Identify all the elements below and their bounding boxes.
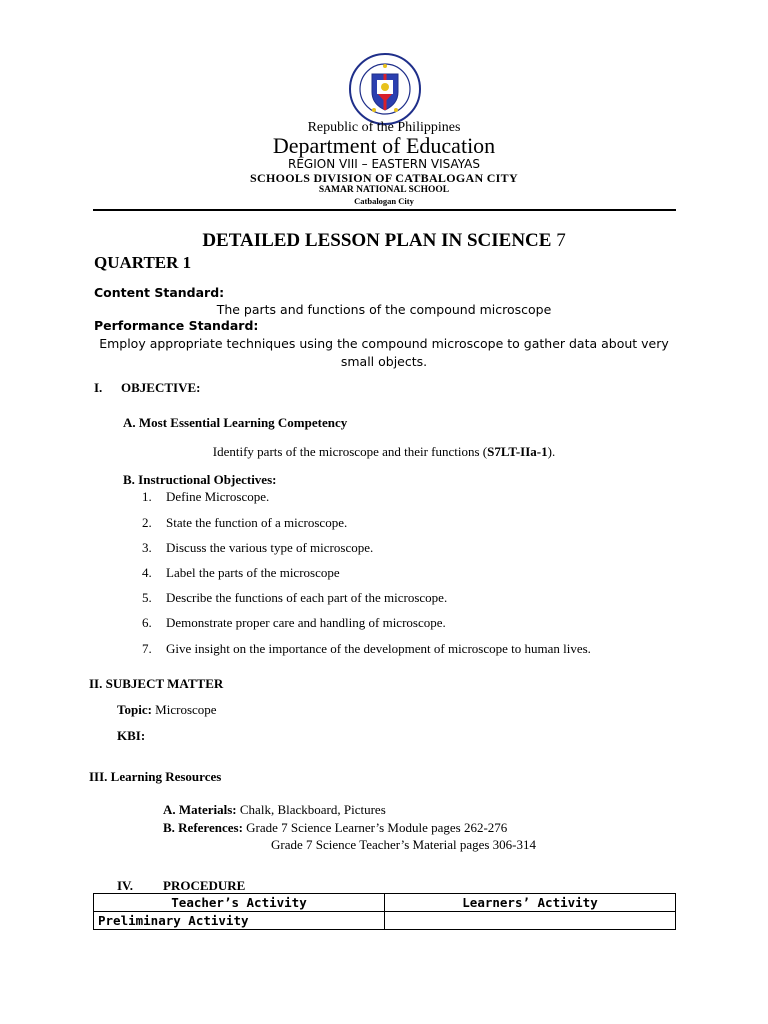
column-teachers-activity: Teacher’s Activity [94,894,385,912]
objective-heading-num: I. [94,380,103,395]
list-item: 4. Label the parts of the microscope [142,565,340,580]
performance-standard-label: Performance Standard: [94,318,259,333]
references-row [163,820,507,836]
content-standard-label: Content Standard: [94,285,225,300]
table-row [94,912,676,930]
references-value-2: Grade 7 Science Teacher’s Material pages 306-314 [271,837,537,852]
melc-text-start: Identify parts of the microscope and their functions ( [212,444,488,459]
objective-heading-text: OBJECTIVE: [121,380,201,395]
table-cell: Preliminary Activity [94,912,385,930]
title-grade: 7 [556,230,566,251]
list-item: 3. Discuss the various type of microscope. [142,540,374,555]
materials-row [163,802,386,818]
header-rule [93,209,676,211]
subject-matter-heading: II. SUBJECT MATTER [89,676,224,691]
references-value-1: Grade 7 Science Learner’s Module pages 262-276 [246,820,508,835]
topic-value: Microscope [155,702,217,717]
melc-heading: A. Most Essential Learning Competency [123,415,348,430]
list-item: 1. Define Microscope. [142,489,270,504]
header-division: SCHOOLS DIVISION OF CATBALOGAN CITY [250,171,518,185]
materials-label: A. Materials: [163,802,237,817]
table-header-row [94,894,676,912]
instructional-objectives-heading: B. Instructional Objectives: [123,472,277,487]
header-republic: Republic of the Philippines [307,120,461,135]
title-text: DETAILED LESSON PLAN IN SCIENCE [202,230,552,251]
topic-label: Topic: [117,702,152,717]
performance-standard-line1: Employ appropriate techniques using the compound microscope to gather data about very [99,336,669,351]
learning-resources-heading: III. Learning Resources [89,769,222,784]
procedure-heading-text: PROCEDURE [163,878,246,893]
references-label: B. References: [163,820,243,835]
list-item: 2. State the function of a microscope. [142,515,348,530]
procedure-table [93,893,676,930]
list-item: 5. Describe the functions of each part of the microscope. [142,590,448,605]
melc-code: S7LT-IIa-1 [487,444,548,459]
topic-row [117,702,217,718]
melc-text [0,444,768,460]
kbi-label: KBI: [117,728,146,743]
header-city: Catbalogan City [354,196,414,206]
performance-standard-line2: small objects. [340,354,428,369]
list-item: 6. Demonstrate proper care and handling of microscope. [142,615,446,630]
header-region: REGION VIII – EASTERN VISAYAS [288,157,480,171]
quarter-label: QUARTER 1 [94,253,192,272]
header-school: SAMAR NATIONAL SCHOOL [318,185,450,195]
deped-seal-icon [348,52,422,126]
header-department: Department of Education [272,133,496,158]
objective-heading [94,380,200,396]
materials-value: Chalk, Blackboard, Pictures [239,802,386,817]
content-standard-text: The parts and functions of the compound microscope [216,302,552,317]
procedure-heading [117,878,245,894]
column-learners-activity: Learners’ Activity [385,894,676,912]
table-cell [385,912,676,930]
page-title [0,230,768,252]
melc-text-end: ). [547,444,556,459]
list-item: 7. Give insight on the importance of the development of microscope to human lives. [142,641,591,656]
procedure-heading-num: IV. [117,878,134,893]
